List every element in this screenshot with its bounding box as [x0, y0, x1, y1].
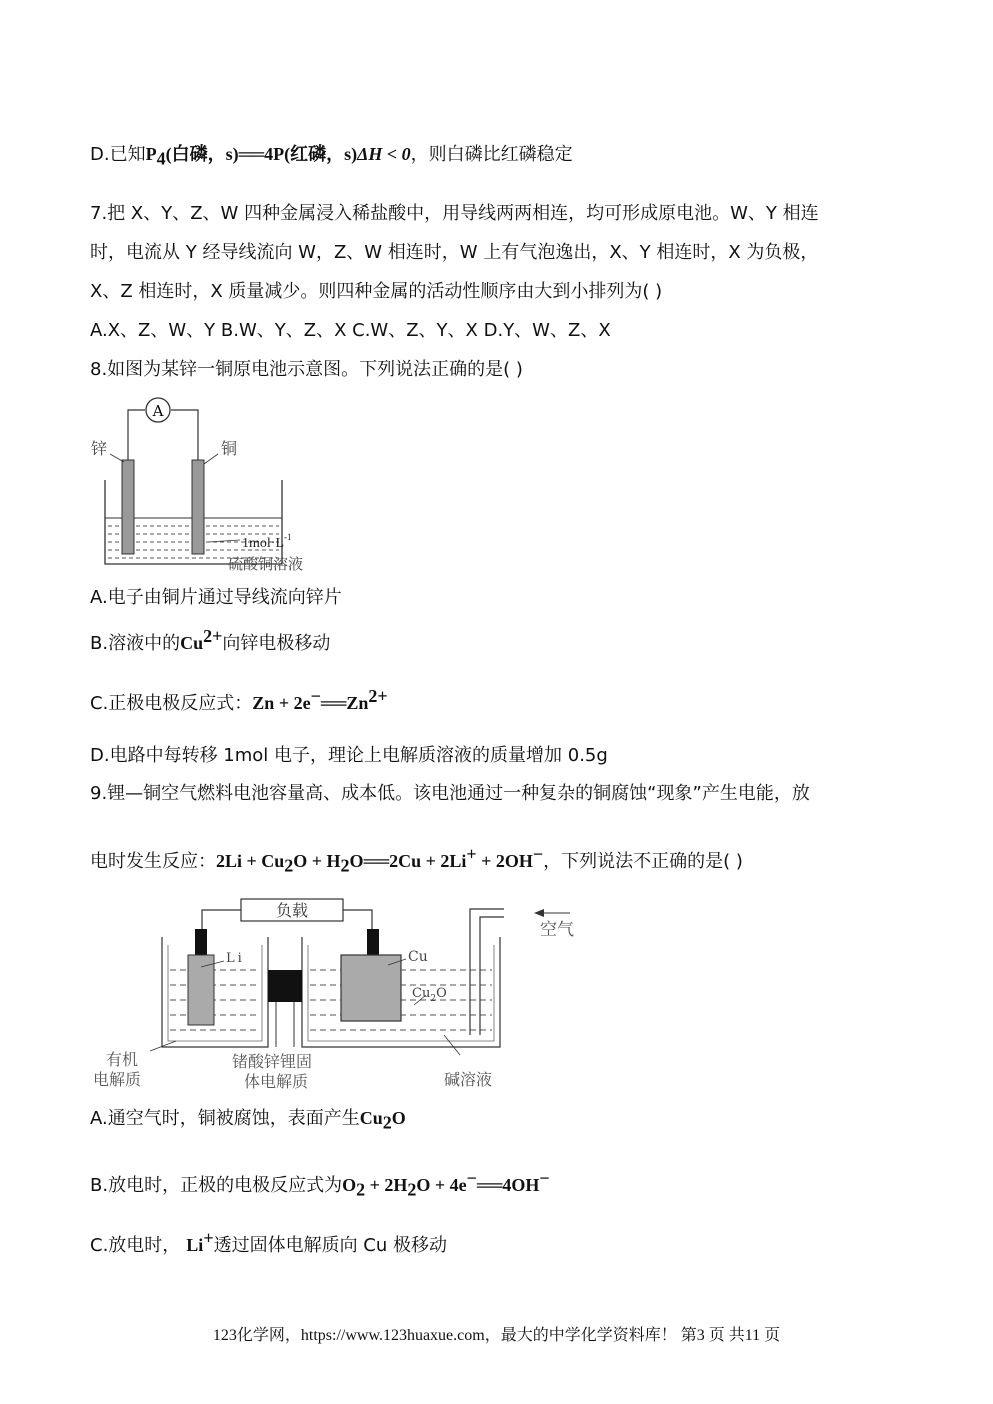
q9b-product: 4OH [502, 1175, 540, 1195]
li-terminal [195, 929, 207, 955]
q9-option-c [90, 1226, 447, 1258]
q6d-enthalpy: ΔH < 0 [357, 144, 411, 164]
q9b-electrons: O + 4e [416, 1175, 467, 1195]
li-electrode [188, 955, 214, 1025]
zinc-label: 锌 [91, 439, 108, 458]
zinc-electrode [122, 460, 134, 554]
q9a-text: A.通空气时，铜被腐蚀，表面产生 [90, 1108, 360, 1129]
q9-eq-part-b: O + H [293, 851, 341, 871]
cu2o-label-sub: 2 [430, 994, 437, 1004]
q8-stem: 8.如图为某锌一铜原电池示意图。下列说法正确的是( ) [90, 359, 523, 380]
q9b-h2o: + 2H [365, 1175, 408, 1195]
organic-electrolyte-label-1: 有机 [106, 1050, 139, 1069]
q9b-electron-charge: − [466, 1168, 477, 1188]
q9c-ion: Li [186, 1235, 204, 1255]
q8-option-c [90, 684, 388, 716]
q8c-prefix: C.正极电极反应式： [90, 693, 253, 714]
q9a-sub: 2 [382, 1112, 392, 1133]
ammeter-label: A [152, 402, 164, 420]
q9-eq-part-a: 2Li + Cu [216, 851, 285, 871]
q8c-arrow: ══ [320, 693, 347, 713]
copper-electrode [192, 460, 204, 554]
solid-electrolyte-label-2: 体电解质 [244, 1072, 309, 1091]
q9-line2 [90, 842, 743, 878]
q9b-sub1: 2 [356, 1179, 366, 1200]
q8c-product-charge: 2+ [368, 686, 388, 706]
cu-electrode [341, 955, 401, 1021]
li-cu-air-battery-diagram [88, 895, 608, 1095]
q9-eq-sup2: − [532, 844, 544, 864]
load-label: 负载 [275, 901, 309, 920]
q7-options: A.X、Z、W、Y B.W、Y、Z、X C.W、Z、Y、X D.Y、W、Z、X [90, 320, 611, 341]
solid-electrolyte-label-1: 锗酸锌锂固 [232, 1052, 313, 1071]
q6d-formula-4p: 4P [264, 144, 285, 164]
q9b-o2: O [342, 1175, 357, 1195]
page-footer: 123化学网，https://www.123huaxue.com，最大的中学化学资料库！ 第3 页 共11 页 [212, 1327, 781, 1344]
q9-eq-arrow: ══ [363, 851, 390, 871]
q9-eq-part-e: + 2OH [476, 851, 533, 871]
q8-option-a: A.电子由铜片通过导线流向锌片 [90, 587, 342, 608]
q8b-ion: Cu [180, 633, 204, 653]
q9-eq-sub2: 2 [340, 855, 350, 876]
q9-line1: 9.锂—铜空气燃料电池容量高、成本低。该电池通过一种复杂的铜腐蚀“现象”产生电能，放 [90, 783, 810, 804]
zinc-copper-cell-diagram [88, 392, 328, 582]
q7-line2: 时，电流从 Y 经导线流向 W，Z、W 相连时，W 上有气泡逸出，X、Y 相连时，X 为负极， [90, 242, 819, 263]
q9b-text: B.放电时，正极的电极反应式为 [90, 1175, 343, 1196]
q8c-product: Zn [346, 693, 369, 713]
q7-line1: 7.把 X、Y、Z、W 四种金属浸入稀盐酸中，用导线两两相连，均可形成原电池。W、Y 相连 [90, 203, 819, 224]
q9-eq-suffix: ，下列说法不正确的是( ) [543, 851, 743, 872]
q6d-prefix: D.已知 [90, 144, 146, 165]
q9-eq-sub1: 2 [284, 855, 294, 876]
q8c-electron-charge: − [310, 686, 321, 706]
solid-electrolyte-block [268, 970, 302, 1002]
solution-label: 硫酸铜溶液 [228, 555, 304, 573]
q9c-prefix: C.放电时， [90, 1235, 181, 1256]
q8b-prefix: B.溶液中的 [90, 633, 181, 654]
q6d-red-phosphorus: (红磷，s) [284, 144, 358, 164]
q9a-formula-o: O [391, 1108, 406, 1128]
copper-label: 铜 [221, 439, 238, 458]
cu-label: Cu [408, 949, 428, 965]
q8b-suffix: 向锌电极移动 [222, 633, 331, 654]
q9-eq-part-c: O [349, 851, 364, 871]
q6d-arrow: ══ [238, 144, 265, 164]
q9b-arrow: ══ [476, 1175, 503, 1195]
concentration-unit-exponent: -1 [284, 532, 292, 542]
q8b-charge: 2+ [203, 626, 223, 646]
q8-option-b [90, 624, 330, 656]
q9c-charge: + [203, 1228, 214, 1248]
q9a-formula: Cu [359, 1108, 383, 1128]
q9b-product-charge: − [539, 1168, 550, 1188]
alkali-solution-label: 碱溶液 [444, 1070, 493, 1089]
q7-line3: X、Z 相连时，X 质量减少。则四种金属的活动性顺序由大到小排列为( ) [90, 281, 663, 302]
q6d-white-phosphorus: (白磷，s) [165, 144, 239, 164]
q9-option-a [90, 1106, 406, 1135]
concentration-label: 1mol·L [242, 536, 284, 551]
cu-terminal [367, 929, 379, 955]
q9b-sub2: 2 [407, 1179, 417, 1200]
q9-eq-prefix: 电时发生反应： [90, 851, 216, 872]
cu2o-label: Cu [412, 986, 431, 1001]
air-label: 空气 [540, 920, 574, 940]
svg-text:1mol·L-1 [242, 532, 292, 551]
cu2o-label-o: O [436, 986, 447, 1001]
q6d-suffix: ，则白磷比红磷稳定 [410, 144, 573, 165]
organic-electrolyte-label-2: 电解质 [93, 1070, 142, 1089]
svg-text:Cu2O [412, 986, 447, 1004]
q6-option-d [90, 142, 573, 171]
air-arrow-icon [534, 909, 544, 917]
q9c-suffix: 透过固体电解质向 Cu 极移动 [213, 1235, 447, 1256]
q9-option-b [90, 1166, 550, 1202]
q6d-formula-p4: P [145, 144, 157, 164]
li-label: Li [226, 951, 245, 966]
q9-eq-sup1: + [466, 844, 477, 864]
q8c-reactants: Zn + 2e [252, 693, 311, 713]
q6d-sub4: 4 [156, 148, 166, 169]
q9-eq-part-d: 2Cu + 2Li [389, 851, 467, 871]
q8-option-d: D.电路中每转移 1mol 电子，理论上电解质溶液的质量增加 0.5g [90, 745, 608, 766]
